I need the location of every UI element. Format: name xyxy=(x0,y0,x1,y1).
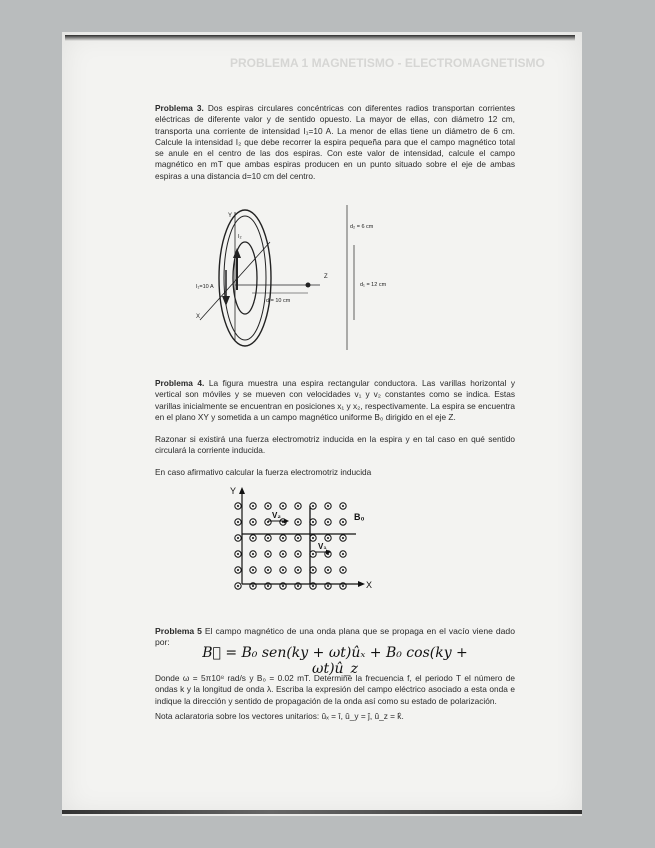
field-dot-center xyxy=(342,505,344,507)
problem-5-intro-text: El campo magnético de una onda plana que se propaga en el vacío viene dado por: xyxy=(155,626,515,648)
field-dot-center xyxy=(282,569,284,571)
field-dot-center xyxy=(267,521,269,523)
label-b0: B₀ xyxy=(354,512,365,522)
problem-5-note: Nota aclaratoria sobre los vectores unitarios: ûₓ = î, û_y = ĵ, û_z = k̂. xyxy=(155,711,404,721)
y-arrowhead xyxy=(239,487,245,494)
field-dot-center xyxy=(267,505,269,507)
label-i1: I₁=10 A xyxy=(196,284,214,290)
bleed-through-header: PROBLEMA 1 MAGNETISMO - ELECTROMAGNETISMO xyxy=(230,56,545,70)
i1-arrowhead xyxy=(222,296,230,306)
field-dot-center xyxy=(252,585,254,587)
field-dot-center xyxy=(267,585,269,587)
field-dot-center xyxy=(312,585,314,587)
field-dot-center xyxy=(282,505,284,507)
label-z: Z xyxy=(324,274,328,280)
field-dot-center xyxy=(327,537,329,539)
field-dot-center xyxy=(312,553,314,555)
field-dot-center xyxy=(297,537,299,539)
field-dot-center xyxy=(237,505,239,507)
label-y: Y xyxy=(228,213,233,219)
page-top-edge xyxy=(65,35,575,41)
problem-4-body: La figura muestra una espira rectangular conductora. Las varillas horizontal y vertical son móviles y se mueven con velocidades v₁ y v₂ constantes como se indica. Estas varillas inicialmente se encuentran en posiciones x₁ y x₂, respectivamente. La espira se encuentra en el plano XY y sometida a un campo magnético uniforme B₀ dirigido en el eje Z. xyxy=(155,378,515,422)
field-dot-center xyxy=(342,537,344,539)
magnetic-field-dots xyxy=(235,503,346,589)
field-dot-center xyxy=(297,585,299,587)
field-dot-center xyxy=(267,537,269,539)
problem-3-title: Problema 3. xyxy=(155,103,204,113)
field-dot-center xyxy=(327,521,329,523)
field-dot-center xyxy=(282,537,284,539)
field-dot-center xyxy=(312,537,314,539)
field-dot-center xyxy=(282,585,284,587)
page-bottom-edge xyxy=(62,810,582,814)
large-loop xyxy=(219,210,271,346)
label-d: d = 10 cm xyxy=(266,298,291,304)
label-x: X xyxy=(196,314,201,320)
field-dot-center xyxy=(297,521,299,523)
field-dot-center xyxy=(252,553,254,555)
field-dot-center xyxy=(342,569,344,571)
field-dot-center xyxy=(342,521,344,523)
field-dot-center xyxy=(252,505,254,507)
label-x: X xyxy=(366,580,373,590)
label-d1: d₁ = 12 cm xyxy=(360,282,387,288)
problem-3-body: Dos espiras circulares concéntricas con diferentes radios transportan corrientes eléctricas de diferente valor y de sentido opuesto. La mayor de ellas, con diámetro 12 cm, transporta una corriente de intensidad I₁=10 A. La menor de ellas tiene un diámetro de 6 cm. Calcule la intensidad I₂ que debe recorrer la espira pequeña para que el campo magnético total se anule en el centro de las dos espiras. Con este valor de intensidad, calcule el campo magnético en mT que ambas espiras producen en un punto situado sobre el eje de ambas espiras a una distancia d=10 cm del centro. xyxy=(155,103,515,181)
problem-5-title: Problema 5 xyxy=(155,626,202,636)
problem-5-equation: B⃗ = B₀ sen(ky + ωt)ûₓ + B₀ cos(ky + ωt)û_z xyxy=(202,645,468,677)
field-dot-center xyxy=(252,521,254,523)
label-i2: I₂ xyxy=(238,234,242,240)
field-dot-center xyxy=(297,569,299,571)
problem-4-title: Problema 4. xyxy=(155,378,205,388)
problem-4-question-1: Razonar si existirá una fuerza electromotriz inducida en la espira y en tal caso en qué sentido circulará la corriente inducida. xyxy=(155,434,515,456)
field-dot-center xyxy=(237,569,239,571)
field-dot-center xyxy=(312,569,314,571)
label-y: Y xyxy=(230,486,237,496)
field-dot-center xyxy=(237,585,239,587)
field-dot-center xyxy=(312,505,314,507)
field-dot-center xyxy=(282,521,284,523)
label-v1: V₁ xyxy=(318,542,327,551)
field-dot-center xyxy=(282,553,284,555)
field-dot-center xyxy=(342,585,344,587)
large-loop-inner xyxy=(224,216,266,340)
problem-4-figure xyxy=(228,484,378,599)
field-dot-center xyxy=(312,521,314,523)
field-dot-center xyxy=(327,585,329,587)
field-dot-center xyxy=(237,553,239,555)
point-p xyxy=(306,283,311,288)
problem-3-figure xyxy=(190,200,430,355)
problem-4-question-2: En caso afirmativo calcular la fuerza electromotriz inducida xyxy=(155,467,372,477)
label-v2: V₂ xyxy=(272,511,281,520)
field-dot-center xyxy=(297,553,299,555)
field-dot-center xyxy=(342,553,344,555)
field-dot-center xyxy=(252,569,254,571)
problem-4-text xyxy=(155,378,515,423)
x-arrowhead xyxy=(358,581,365,587)
field-dot-center xyxy=(267,553,269,555)
field-dot-center xyxy=(267,569,269,571)
label-d2: d₂ = 6 cm xyxy=(350,224,374,230)
field-dot-center xyxy=(237,537,239,539)
field-dot-center xyxy=(327,553,329,555)
field-dot-center xyxy=(327,505,329,507)
field-dot-center xyxy=(252,537,254,539)
field-dot-center xyxy=(327,569,329,571)
i2-arrowhead xyxy=(233,248,241,258)
problem-3-text xyxy=(155,103,515,182)
field-dot-center xyxy=(297,505,299,507)
problem-5-text: Donde ω = 5π10⁸ rad/s y B₀ = 0.02 mT. Determine la frecuencia f, el periodo T el número de ondas k y la longitud de onda λ. Escriba la expresión del campo eléctrico asociado a esta onda e indique la dirección y sentido de propagación de la onda así como su estado de polarización. xyxy=(155,673,515,706)
field-dot-center xyxy=(237,521,239,523)
